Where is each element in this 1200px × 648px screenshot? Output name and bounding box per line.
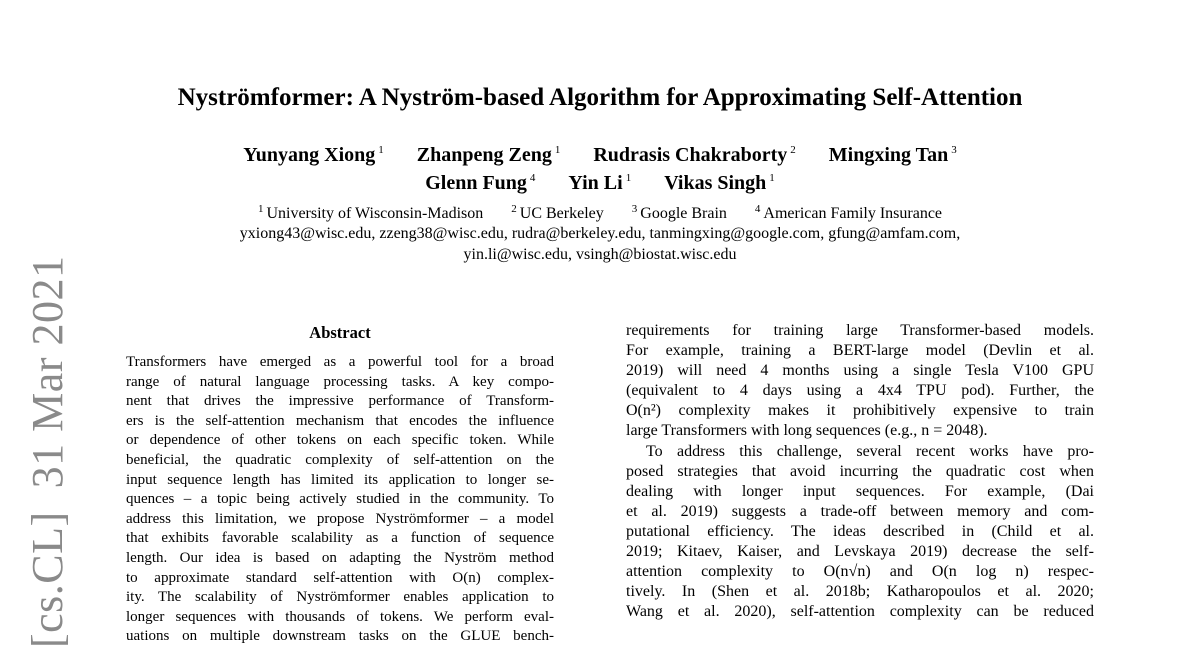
abstract-line: or dependence of other tokens on each specific token. While — [126, 432, 554, 449]
author-list-line-2 — [0, 172, 1200, 195]
affiliations — [0, 203, 1200, 223]
body-line: O(n²) complexity makes it prohibitively expensive to train — [626, 402, 1094, 420]
author-affiliation-mark: 1 — [625, 172, 632, 184]
affiliation-number: 1 — [257, 203, 264, 215]
abstract-heading: Abstract — [309, 323, 371, 342]
arxiv-identifier: [cs.CL] 31 Mar 2021 — [23, 255, 72, 648]
abstract-text — [126, 353, 554, 647]
abstract-line: address this limitation, we propose Nyströmformer – a model — [126, 510, 554, 527]
author — [829, 144, 957, 166]
author-affiliation-mark: 2 — [790, 144, 796, 156]
author-name: Zhanpeng Zeng — [416, 144, 552, 166]
author — [425, 172, 535, 194]
author-name: Yin Li — [568, 172, 623, 194]
body-line: requirements for training large Transformer-based models. — [626, 322, 1094, 339]
body-line: attention complexity to O(n√n) and O(n log n) respec- — [626, 563, 1094, 581]
abstract-line: to approximate standard self-attention with O(n) complex- — [126, 569, 554, 586]
body-line: 2019) will need 4 months using a single Tesla V100 GPU — [626, 362, 1094, 380]
author-affiliation-mark: 1 — [554, 144, 561, 156]
affiliation — [632, 205, 727, 222]
abstract-line: length. Our idea is based on adapting the Nyström method — [126, 549, 554, 566]
author-emails-line-2: yin.li@wisc.edu, vsingh@biostat.wisc.edu — [463, 246, 737, 263]
body-text-right-column — [626, 321, 1094, 622]
abstract-line: beneficial, the quadratic complexity of self-attention on the — [126, 451, 554, 468]
abstract-line: longer sequences with thousands of tokens. We perform eval- — [126, 608, 554, 625]
abstract-line: uations on multiple downstream tasks on the GLUE bench- — [126, 628, 554, 645]
body-line: putational efficiency. The ideas described in (Child et al. — [626, 522, 1094, 540]
affiliation-name: UC Berkeley — [519, 205, 604, 222]
affiliation-number: 2 — [511, 203, 517, 215]
author — [417, 144, 561, 166]
abstract-line: ity. The scalability of Nyströmformer enables application to — [126, 589, 554, 606]
author — [568, 172, 631, 194]
affiliation-name: American Family Insurance — [763, 205, 943, 222]
author-name: Yunyang Xiong — [243, 144, 376, 166]
author-name: Vikas Singh — [664, 172, 767, 194]
author-emails-line-1: yxiong43@wisc.edu, zzeng38@wisc.edu, rudra@berkeley.edu, tanmingxing@google.com, gfung@amfam.com, — [239, 225, 961, 242]
author-name: Mingxing Tan — [828, 144, 949, 166]
body-line: dealing with longer input sequences. For example, (Dai — [626, 482, 1094, 500]
abstract-line: Transformers have emerged as a powerful tool for a broad — [126, 354, 554, 370]
author-affiliation-mark: 3 — [951, 144, 957, 156]
body-line: For example, training a BERT-large model (Devlin et al. — [626, 342, 1094, 360]
body-line: large Transformers with long sequences (e.g., n = 2048). — [626, 422, 988, 440]
abstract-line: range of natural language processing tasks. A key compo- — [126, 373, 554, 390]
author — [243, 144, 384, 166]
abstract-line: nent that drives the impressive performance of Transform- — [126, 393, 554, 410]
author-name: Rudrasis Chakraborty — [593, 144, 788, 166]
affiliation-name: University of Wisconsin-Madison — [266, 205, 484, 222]
author-affiliation-mark: 1 — [769, 172, 775, 184]
author-list-line-1 — [0, 144, 1200, 167]
affiliation — [258, 205, 483, 222]
affiliation-name: Google Brain — [640, 205, 727, 222]
abstract-line: ers is the self-attention mechanism that encodes the influence — [126, 412, 554, 429]
body-line: 2019; Kitaev, Kaiser, and Levskaya 2019) decrease the self- — [626, 543, 1094, 561]
body-line: tively. In (Shen et al. 2018b; Katharopoulos et al. 2020; — [626, 583, 1094, 601]
abstract-line: quences – a topic being actively studied in the community. To — [126, 491, 554, 508]
body-line: Wang et al. 2020), self-attention complexity can be reduced — [626, 603, 1094, 621]
affiliation — [755, 205, 942, 222]
author — [593, 144, 795, 166]
body-line: To address this challenge, several recent works have pro- — [646, 442, 1094, 460]
author-affiliation-mark: 1 — [378, 144, 384, 156]
affiliation — [511, 205, 603, 222]
author-affiliation-mark: 4 — [529, 172, 536, 184]
paper-title: Nyströmformer: A Nyström-based Algorithm for Approximating Self-Attention — [177, 84, 1023, 111]
affiliation-number: 3 — [631, 203, 638, 215]
affiliation-number: 4 — [754, 203, 761, 215]
author-name: Glenn Fung — [425, 172, 527, 194]
body-line: et al. 2019) suggests a trade-off between memory and com- — [626, 502, 1094, 520]
author — [664, 172, 775, 194]
abstract-line: input sequence length has limited its application to longer se- — [126, 471, 554, 488]
body-line: posed strategies that avoid incurring the quadratic cost when — [626, 462, 1094, 480]
body-line: (equivalent to 4 days using a 4x4 TPU pod). Further, the — [626, 382, 1094, 400]
abstract-line: that exhibits favorable scalability as a function of sequence — [126, 530, 554, 547]
